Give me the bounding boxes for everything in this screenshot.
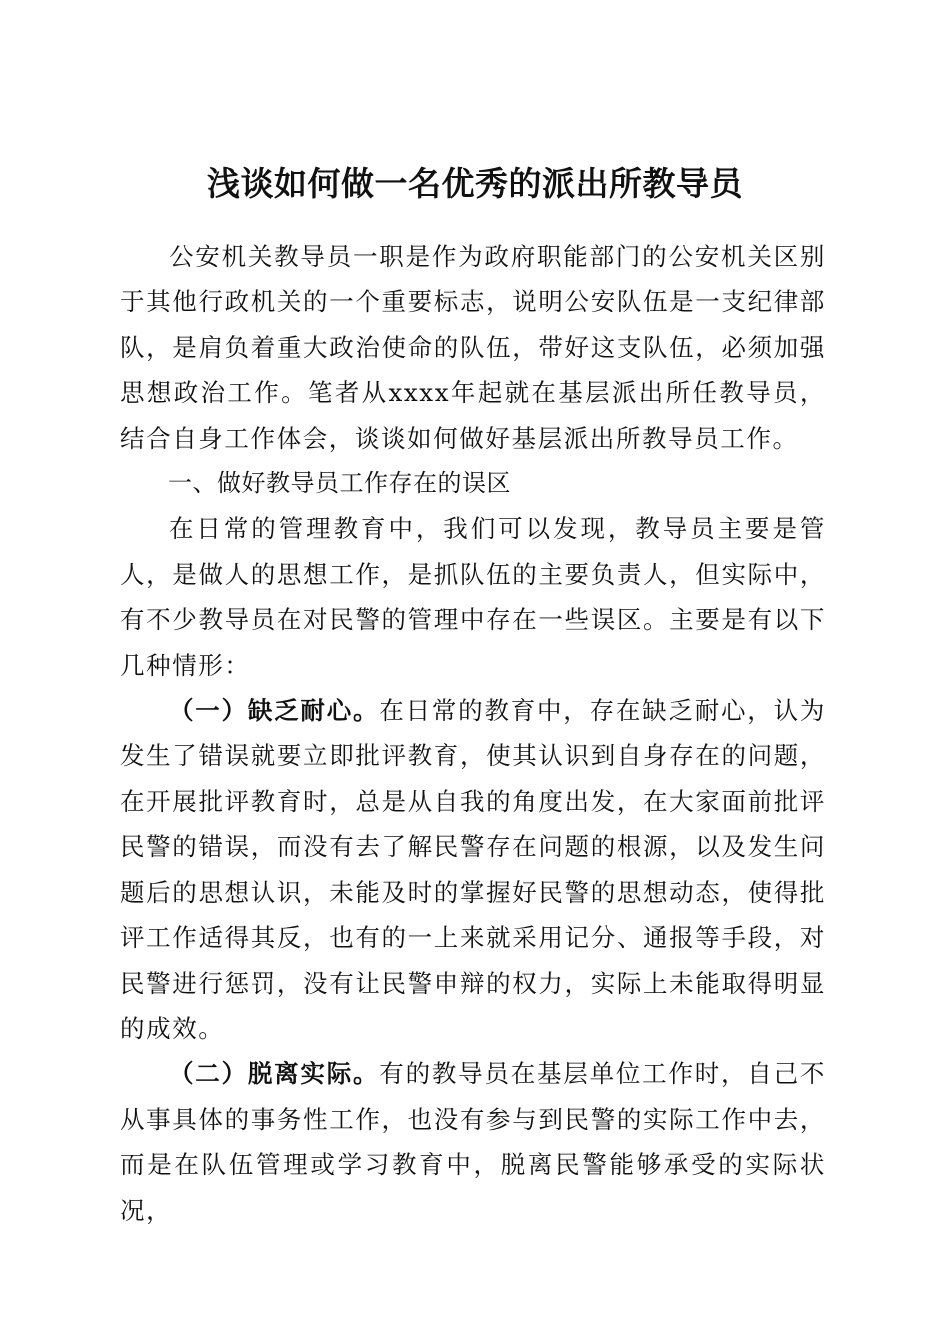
section-heading: 一、做好教导员工作存在的误区 bbox=[168, 469, 511, 498]
document-body bbox=[120, 234, 826, 1233]
section-paragraph: 在日常的管理教育中，我们可以发现，教导员主要是管人，是做人的思想工作，是抓队伍的主要负责人，但实际中，有不少教导员在对民警的管理中存在一些误区。主要是有以下几种情形： bbox=[120, 514, 826, 680]
item-lead-1: （一）缺乏耐心。 bbox=[169, 696, 380, 726]
item-text-1: 在日常的教育中，存在缺乏耐心，认为发生了错误就要立即批评教育，使其认识到自身存在的问题，在开展批评教育时，总是从自我的角度出发，在大家面前批评民警的错误，而没有去了解民警存在问题的根源，以及发生问题后的思想认识，未能及时的掌握好民警的思想动态，使得批评工作适得其反，也有的一上来就采用记分、通报等手段，对民警进行惩罚，没有让民警申辩的权力，实际上未能取得明显的成效。 bbox=[120, 696, 826, 1043]
item-paragraph-2 bbox=[120, 1051, 826, 1233]
document-title: 浅谈如何做一名优秀的派出所教导员 bbox=[207, 164, 743, 204]
item-paragraph-1 bbox=[120, 688, 826, 1051]
item-lead-2: （二）脱离实际。 bbox=[169, 1059, 380, 1089]
item-text-2: 有的教导员在基层单位工作时，自己不从事具体的事务性工作，也没有参与到民警的实际工作中去，而是在队伍管理或学习教育中，脱离民警能够承受的实际状况， bbox=[120, 1059, 826, 1225]
intro-paragraph: 公安机关教导员一职是作为政府职能部门的公安机关区别于其他行政机关的一个重要标志，说明公安队伍是一支纪律部队，是肩负着重大政治使命的队伍，带好这支队伍，必须加强思想政治工作。笔者从xxxx年起就在基层派出所任教导员，结合自身工作体会，谈谈如何做好基层派出所教导员工作。 bbox=[120, 242, 826, 453]
